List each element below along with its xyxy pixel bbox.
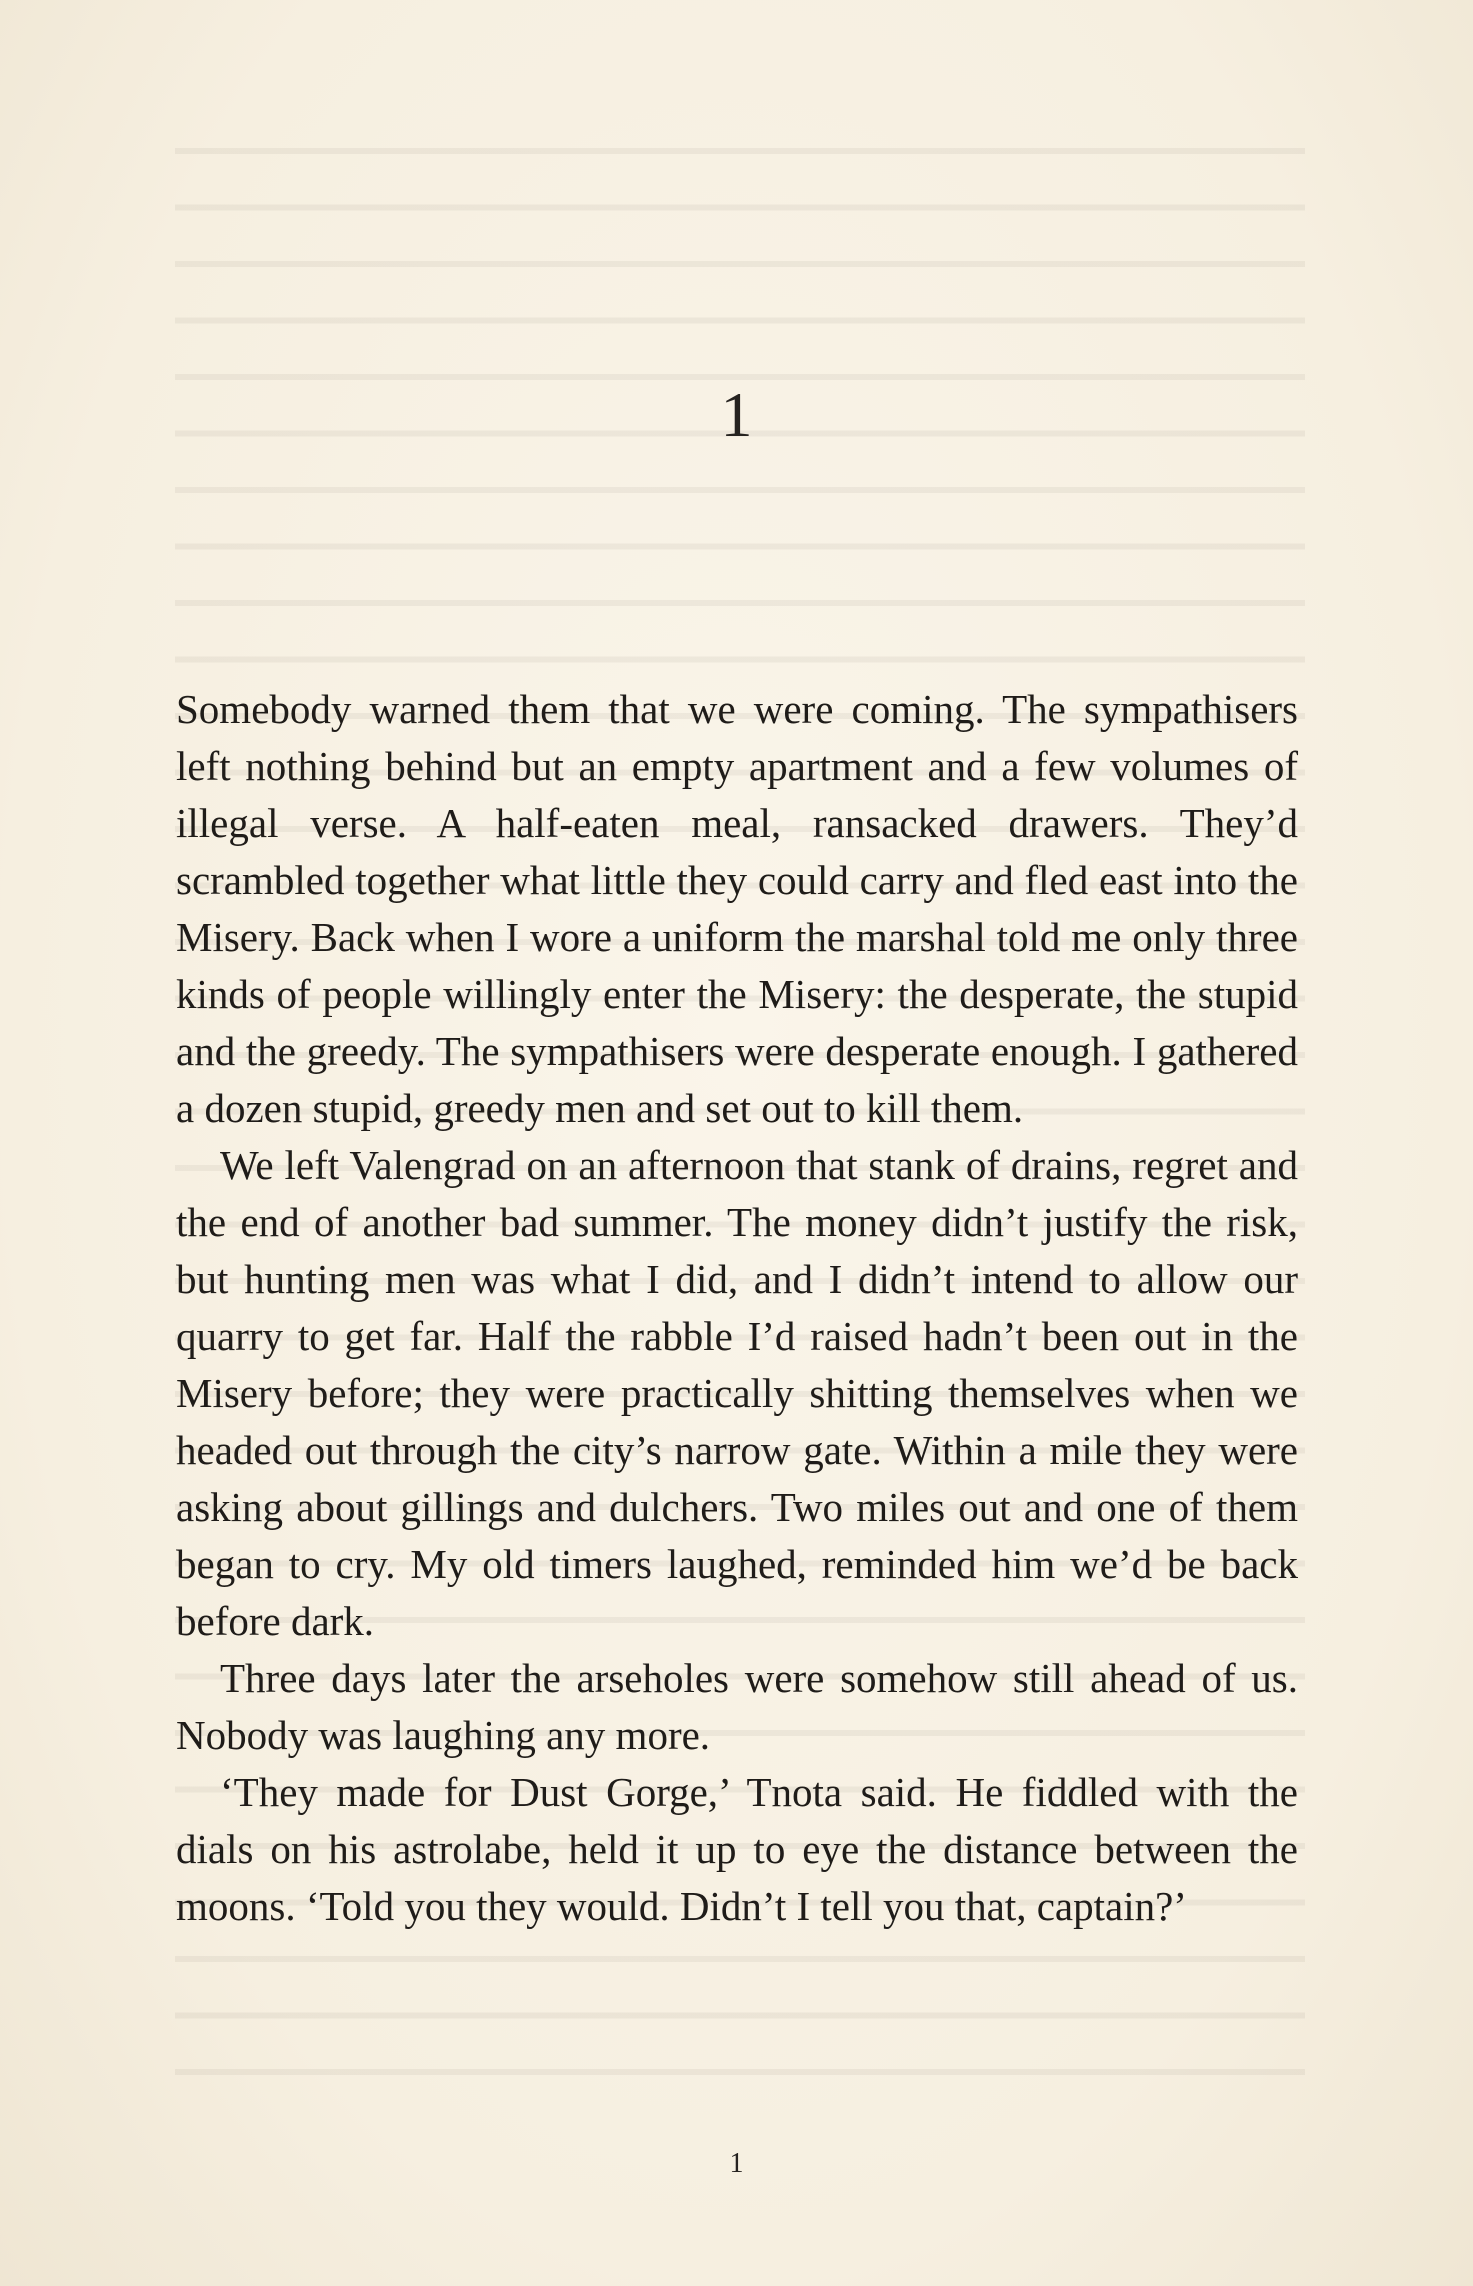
- page-number: 1: [729, 2148, 744, 2179]
- paragraph: Somebody warned them that we were coming. The sympathisers left nothing behind but an empty apartment and a few volumes of illegal verse. A half-eaten meal, ransacked drawers. They’d scrambled together what little they could carry and fled east into the Misery. Back when I wore a uniform the marshal told me only three kinds of people willingly enter the Misery: the desperate, the stupid and the greedy. The sympathisers were desperate enough. I gathered a dozen stupid, greedy men and set out to kill them.: [176, 686, 1298, 1131]
- chapter-number: 1: [720, 379, 753, 450]
- paragraph: Three days later the arseholes were somehow still ahead of us. Nobody was laughing any more.: [176, 1655, 1298, 1758]
- chapter-body: [176, 681, 1298, 1935]
- paragraph: ‘They made for Dust Gorge,’ Tnota said. He fiddled with the dials on his astrolabe, held it up to eye the distance between the moons. ‘Told you they would. Didn’t I tell you that, captain?’: [176, 1769, 1298, 1929]
- paragraph: We left Valengrad on an afternoon that stank of drains, regret and the end of another bad summer. The money didn’t justify the risk, but hunting men was what I did, and I didn’t intend to allow our quarry to get far. Half the rabble I’d raised hadn’t been out in the Misery before; they were practically shitting themselves when we headed out through the city’s narrow gate. Within a mile they were asking about gillings and dulchers. Two miles out and one of them began to cry. My old timers laughed, reminded him we’d be back before dark.: [176, 1142, 1298, 1644]
